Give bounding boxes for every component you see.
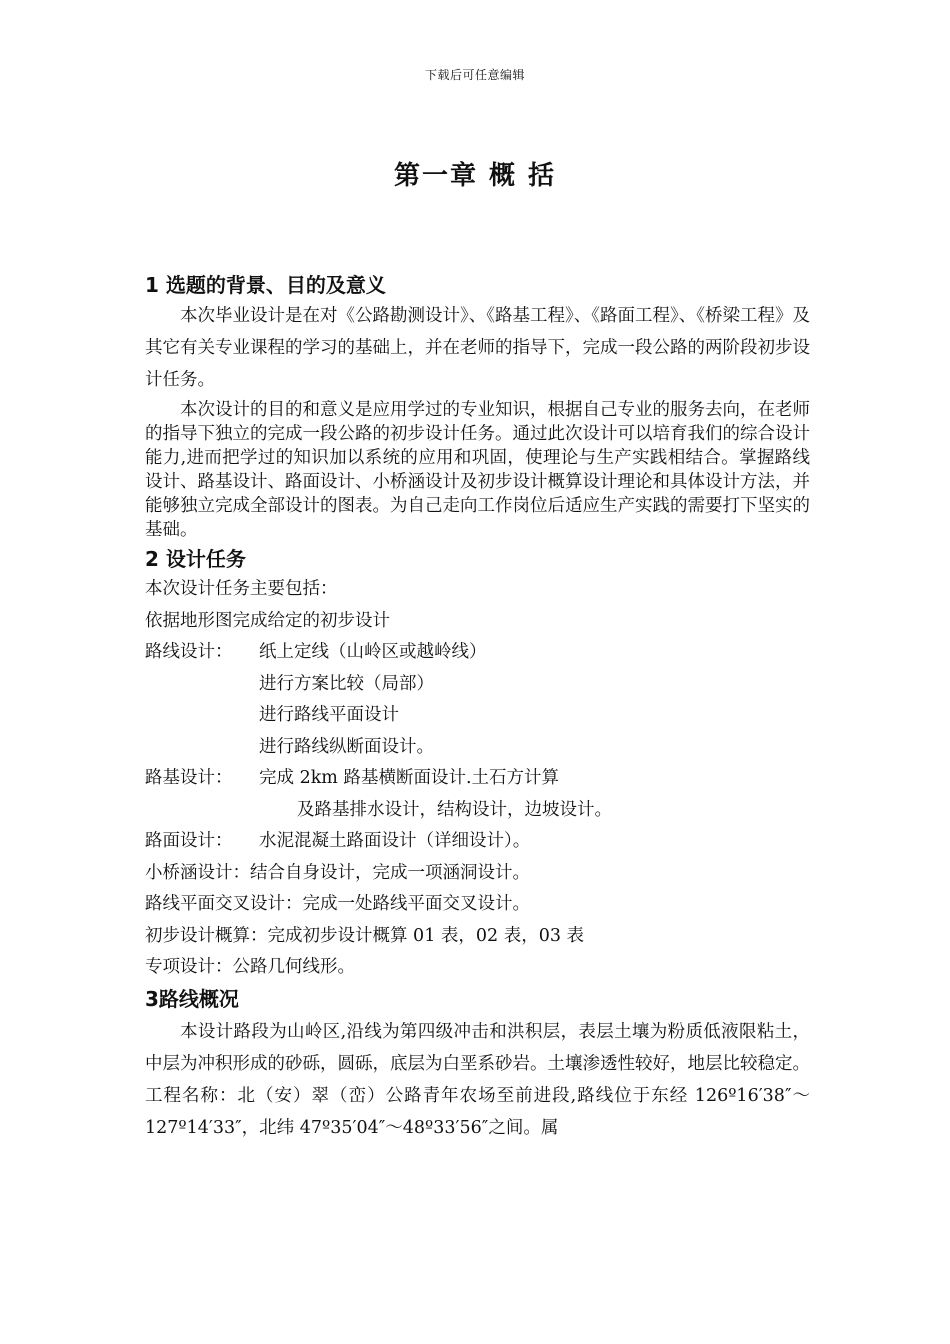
chapter-title: 第一章 概 括 bbox=[393, 161, 557, 191]
section-2-heading: 2 设计任务 bbox=[145, 547, 246, 571]
route-design-item: 进行方案比较（局部） bbox=[259, 673, 434, 694]
page-header-note: 下载后可任意编辑 bbox=[424, 68, 525, 82]
subgrade-design-label: 路基设计： bbox=[145, 768, 233, 788]
route-design-row-3 bbox=[145, 700, 810, 732]
section-1-paragraph-2: 本次设计的目的和意义是应用学过的专业知识，根据自己专业的服务去向，在老师的指导下独立的完成一段公路的初步设计任务。通过此次设计可以培育我们的综合设计能力,进而把学过的知识加以系统的应用和巩固，使理论与生产实践相结合。掌握路线设计、路基设计、路面设计、小桥涵设计及初步设计概算设计理论和具体设计方法，并能够独立完成全部设计的图表。为自己走向工作岗位后适应生产实践的需要打下坚实的基础。 bbox=[145, 400, 810, 540]
document-body bbox=[145, 270, 810, 1144]
intersection-design-line: 路线平面交叉设计：完成一处路线平面交叉设计。 bbox=[145, 894, 530, 914]
section-3-heading: 3路线概况 bbox=[145, 986, 239, 1011]
route-design-item: 进行路线纵断面设计。 bbox=[259, 736, 434, 757]
pavement-design-row bbox=[145, 826, 810, 858]
section-2-intro-2: 依据地形图完成给定的初步设计 bbox=[145, 610, 390, 631]
route-design-item: 进行路线平面设计 bbox=[259, 705, 399, 725]
estimate-design-line: 初步设计概算：完成初步设计概算 01 表，02 表，03 表 bbox=[145, 925, 585, 946]
section-3-paragraph-1: 本设计路段为山岭区,沿线为第四级冲击和洪积层，表层土壤为粉质低液限粘土，中层为冲积形成的砂砾，圆砾，底层为白垩系砂岩。土壤渗透性较好，地层比较稳定。工程名称：北（安）翠（峦）公路青年农场至前进段,路线位于东经 126º16′38″～127º14′33″，北纬 47º35′04″～48º33′56″之间。属 bbox=[145, 1021, 810, 1138]
section-2-intro-1: 本次设计任务主要包括： bbox=[145, 579, 338, 599]
route-design-row-1 bbox=[145, 637, 810, 669]
culvert-design-line: 小桥涵设计：结合自身设计，完成一项涵洞设计。 bbox=[145, 862, 530, 883]
route-design-row-4 bbox=[145, 732, 810, 764]
subgrade-design-item: 及路基排水设计，结构设计，边坡设计。 bbox=[297, 799, 612, 820]
section-1-heading: 1 选题的背景、目的及意义 bbox=[145, 273, 386, 297]
subgrade-design-item: 完成 2km 路基横断面设计.土石方计算 bbox=[259, 768, 560, 788]
pavement-design-label: 路面设计： bbox=[145, 831, 233, 851]
section-1-paragraph-1: 本次毕业设计是在对《公路勘测设计》、《路基工程》、《路面工程》、《桥梁工程》及其它有关专业课程的学习的基础上，并在老师的指导下，完成一段公路的两阶段初步设计任务。 bbox=[145, 306, 810, 390]
special-design-line: 专项设计：公路几何线形。 bbox=[145, 957, 355, 977]
route-design-row-2 bbox=[145, 669, 810, 701]
pavement-design-value: 水泥混凝土路面设计（详细设计）。 bbox=[259, 831, 531, 851]
subgrade-design-row-2 bbox=[145, 795, 810, 827]
route-design-label: 路线设计： bbox=[145, 642, 233, 662]
route-design-item: 纸上定线（山岭区或越岭线） bbox=[259, 642, 487, 662]
subgrade-design-row-1 bbox=[145, 763, 810, 795]
